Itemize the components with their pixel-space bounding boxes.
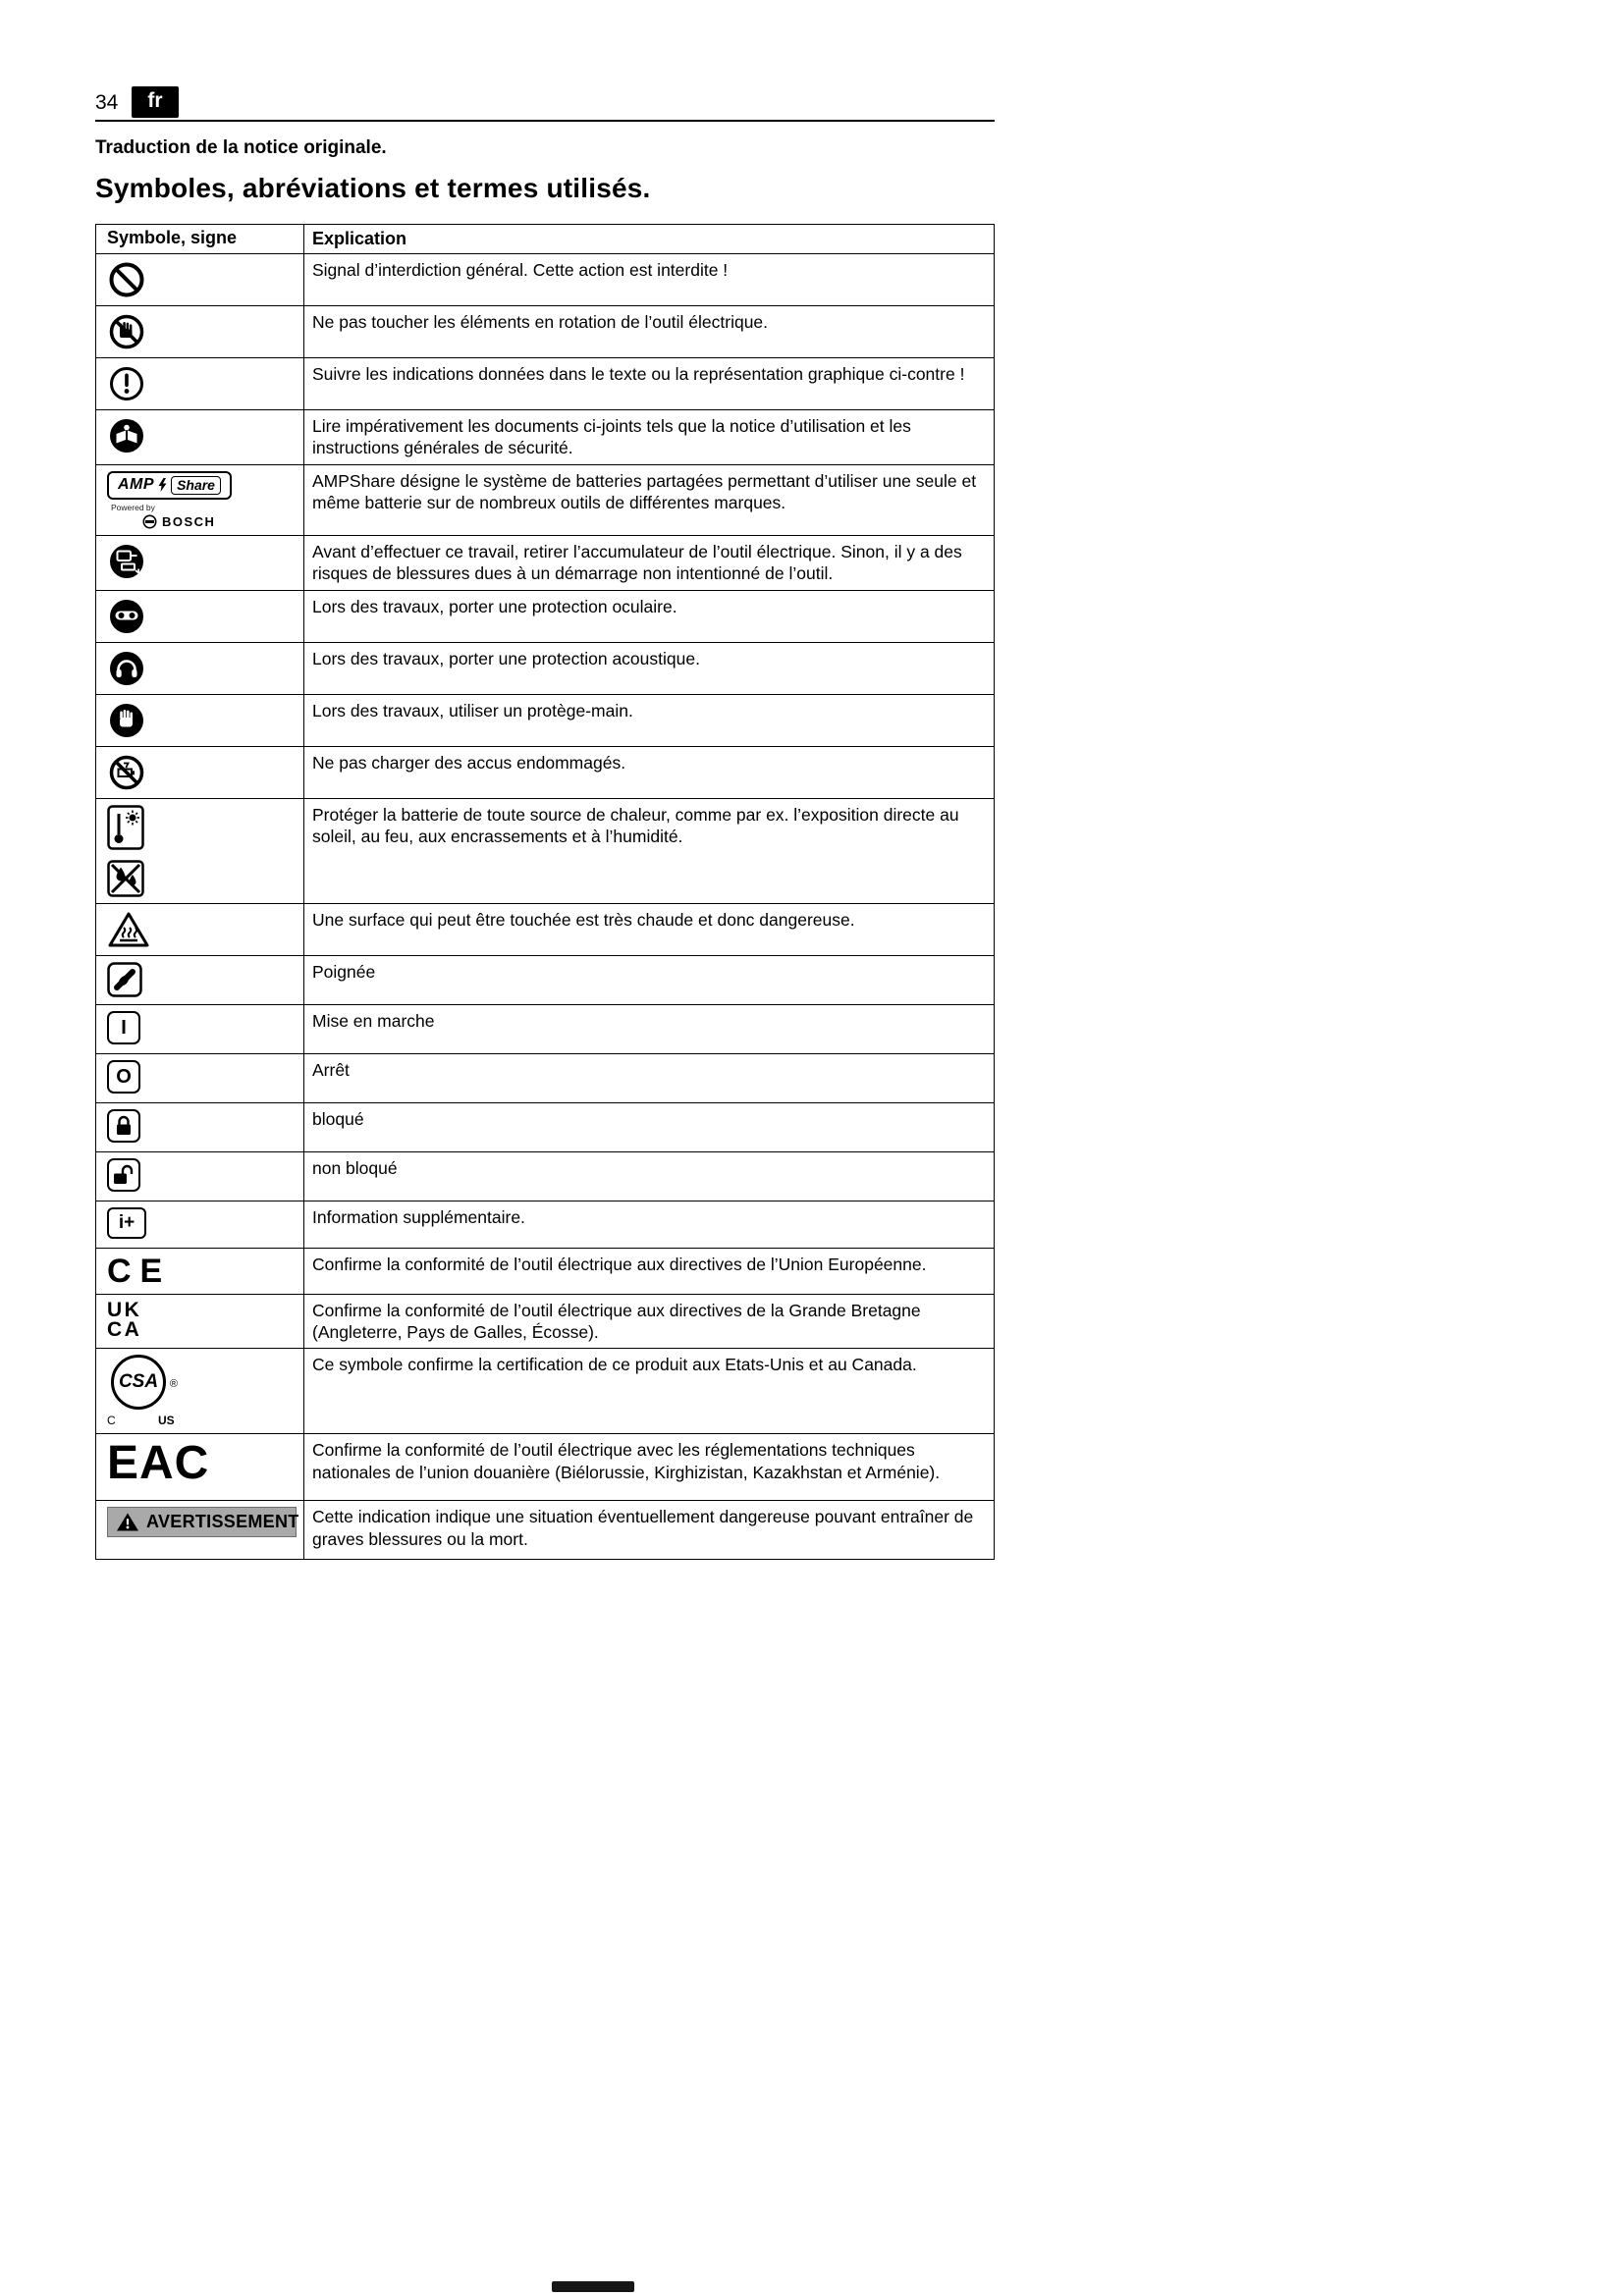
explanation-text: Avant d’effectuer ce travail, retirer l’accumulateur de l’outil électrique. Sinon, il y a des risques de blessures dues à un démarrage non intentionné de l’outil. [312,541,962,584]
ukca-top-text: UK [107,1298,142,1321]
prohibition-icon [107,260,296,299]
page-title: Symboles, abréviations et termes utilisés. [95,173,651,203]
symbol-cell [96,1152,304,1201]
table-row [96,535,994,590]
warning-label: AVERTISSEMENT [146,1512,299,1532]
registered-mark: ® [169,1378,178,1391]
symbol-cell [96,591,304,642]
ampshare-amp-text: AMP [118,476,155,494]
explanation-text: Ne pas charger des accus endommagés. [312,752,626,773]
bosch-emblem-icon [142,514,157,529]
csa-mark-icon [107,1355,184,1427]
symbol-cell [96,465,304,535]
table-row [96,1053,994,1102]
remove-battery-icon [107,542,296,581]
header-explanation-column: Explication [312,229,407,248]
header-symbol-column: Symbole, signe [96,225,304,253]
symbol-cell [96,1295,304,1349]
page-number: 34 [95,91,119,114]
translation-note: Traduction de la notice originale. [95,137,387,158]
csa-monogram-text: CSA [118,1371,159,1393]
symbol-cell [96,306,304,357]
explanation-text: Lors des travaux, utiliser un protège-main. [312,700,633,721]
hand-protection-icon [107,701,296,740]
language-badge: fr [132,86,178,118]
symbol-cell [96,1103,304,1151]
symbol-cell [96,1201,304,1248]
table-row [96,305,994,357]
table-row [96,1102,994,1151]
symbol-cell [96,254,304,305]
explanation-text: Cette indication indique une situation éventuellement dangereuse pouvant entraîner de graves blessures ou la mort. [312,1507,974,1549]
symbol-cell [96,1249,304,1294]
follow-instructions-icon [107,364,296,403]
explanation-text: Information supplémentaire. [312,1206,525,1227]
ampshare-share-text: Share [171,476,221,495]
table-row [96,590,994,642]
warning-triangle-icon [116,1512,139,1532]
table-row [96,1151,994,1201]
ear-protection-icon [107,649,296,688]
table-row [96,1294,994,1349]
table-row [96,1433,994,1500]
additional-info-glyph: i+ [118,1212,135,1234]
symbol-cell [96,1434,304,1500]
symbol-cell [96,799,304,903]
no-touch-rotating-parts-icon [107,312,296,351]
explanation-text: Lors des travaux, porter une protection acoustique. [312,648,700,668]
bosch-brand-text: BOSCH [162,513,216,529]
powered-by-text: Powered by [111,502,155,512]
explanation-text: Signal d’interdiction général. Cette action est interdite ! [312,260,729,281]
symbol-cell [96,1005,304,1053]
explanation-text: Confirme la conformité de l’outil électrique aux directives de la Grande Bretagne (Angleterre, Pays de Galles, Écosse). [312,1300,921,1342]
explanation-text: Lors des travaux, porter une protection oculaire. [312,596,677,616]
ukca-mark-icon [107,1298,296,1341]
symbol-cell [96,695,304,746]
explanation-text: non bloqué [312,1157,398,1178]
symbol-cell [96,1054,304,1102]
explanation-text: bloqué [312,1108,364,1129]
eye-protection-icon [107,597,296,636]
hot-surface-warning-icon [107,910,296,949]
switch-on-icon [107,1011,140,1044]
explanation-text: AMPShare désigne le système de batteries partagées permettant d’utiliser une seule et même batterie sur de nombreux outils de différentes marques. [312,470,977,513]
table-row [96,357,994,409]
table-row [96,642,994,694]
table-row [96,903,994,955]
csa-us-text: US [158,1414,175,1428]
print-artifact [552,2281,634,2292]
table-row [96,1500,994,1559]
no-charging-damaged-battery-icon [107,753,296,792]
table-row [96,1004,994,1053]
explanation-text: Confirme la conformité de l’outil électrique aux directives de l’Union Européenne. [312,1254,927,1274]
unlocked-icon [107,1158,140,1192]
table-row [96,1201,994,1248]
table-row [96,694,994,746]
table-row [96,464,994,535]
table-row [96,746,994,798]
handle-icon [107,962,296,997]
csa-c-text: C [107,1414,116,1428]
symbol-cell [96,410,304,464]
ukca-bottom-text: CA [107,1317,142,1341]
protect-from-heat-and-moisture-icons [107,805,296,897]
explanation-text: Suivre les indications données dans le texte ou la représentation graphique ci-contre ! [312,364,965,385]
symbol-cell [96,956,304,1004]
protect-from-heat-icon [107,805,144,850]
csa-circle [111,1355,166,1410]
eac-mark-icon: EAC [107,1437,210,1490]
locked-icon [107,1109,140,1143]
symbol-cell [96,1349,304,1433]
ce-mark-icon: CE [107,1252,172,1290]
page-content [95,86,995,1560]
symbol-cell [96,358,304,409]
switch-off-icon [107,1060,140,1094]
explanation-text: Ne pas toucher les éléments en rotation de l’outil électrique. [312,312,769,333]
lightning-icon [158,478,167,492]
table-row [96,1248,994,1294]
explanation-text: Arrêt [312,1059,350,1080]
explanation-text: Protéger la batterie de toute source de chaleur, comme par ex. l’exposition directe au soleil, au feu, aux encrassements et à l’humidité. [312,804,959,846]
table-header-row [96,225,994,253]
switch-off-glyph: O [116,1065,132,1088]
bosch-lockup [142,514,296,529]
switch-on-glyph: I [121,1016,127,1039]
symbol-cell [96,1501,304,1559]
additional-info-icon [107,1207,146,1239]
explanation-text: Lire impérativement les documents ci-joints tels que la notice d’utilisation et les instructions générales de sécurité. [312,416,911,458]
explanation-text: Ce symbole confirme la certification de ce produit aux Etats-Unis et au Canada. [312,1355,917,1375]
explanation-text: Confirme la conformité de l’outil électrique avec les réglementations techniques nationales de l’union douanière (Biélorussie, Kirghizistan, Kazakhstan et Arménie). [312,1440,941,1482]
page-header [95,86,995,122]
explanation-text: Poignée [312,961,376,982]
read-documents-icon [107,416,296,455]
ampshare-box [107,471,232,500]
explanation-text: Mise en marche [312,1010,435,1031]
warning-badge [107,1507,297,1537]
symbol-cell [96,536,304,590]
table-row [96,955,994,1004]
table-row [96,1348,994,1433]
table-row [96,798,994,903]
table-row [96,409,994,464]
explanation-text: Une surface qui peut être touchée est très chaude et donc dangereuse. [312,909,855,930]
symbols-table [95,224,995,1560]
ampshare-logo [107,471,296,529]
protect-from-moisture-icon [107,860,144,897]
table-row [96,253,994,305]
symbol-cell [96,904,304,955]
symbol-cell [96,747,304,798]
symbol-cell [96,643,304,694]
